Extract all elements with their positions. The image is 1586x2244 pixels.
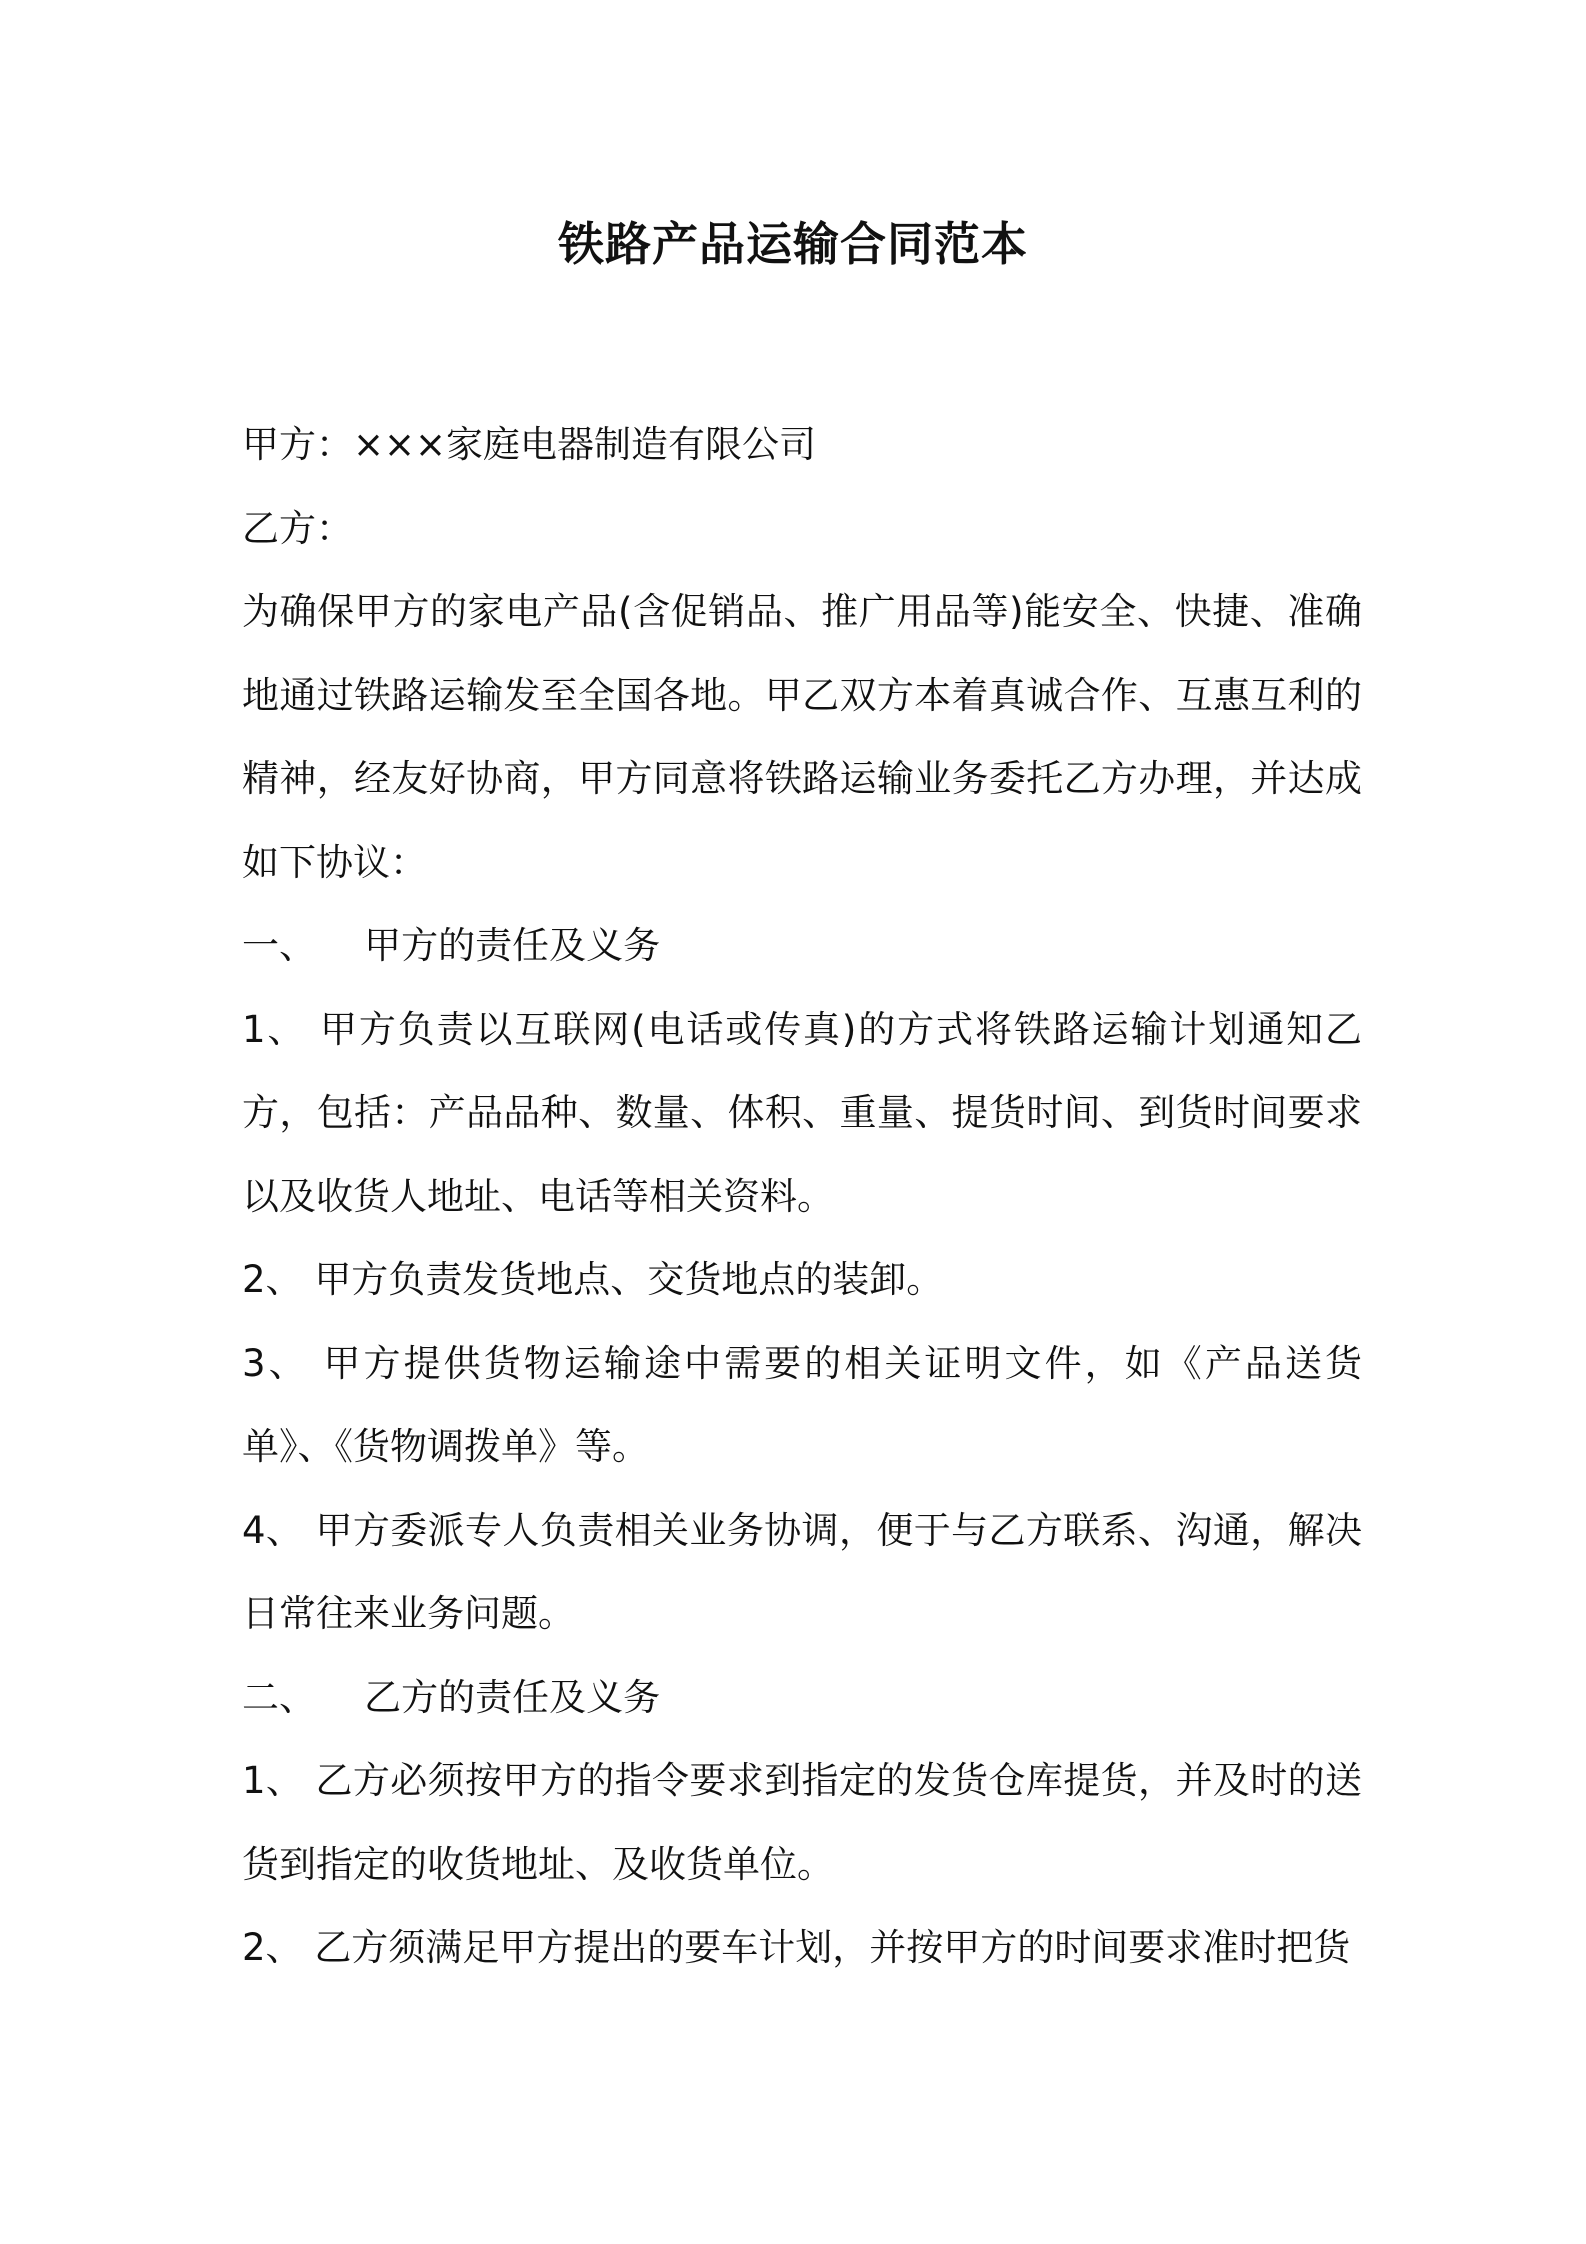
clause-1-2 <box>242 1238 1362 1322</box>
section-heading-1 <box>242 904 1362 988</box>
clause-1-3 <box>242 1322 1362 1489</box>
clause-text: 乙方必须按甲方的指令要求到指定的发货仓库提货，并及时的送货到指定的收货地址、及收货单位。 <box>242 1759 1363 1886</box>
clause-number: 4、 <box>242 1508 304 1552</box>
clause-2-1 <box>242 1739 1362 1906</box>
clause-text: 乙方须满足甲方提出的要车计划，并按甲方的时间要求准时把货 <box>314 1926 1351 1969</box>
clause-number: 1、 <box>242 1007 307 1051</box>
section-title: 乙方的责任及义务 <box>364 1675 661 1719</box>
party-b-line: 乙方： <box>242 506 353 550</box>
section-title: 甲方的责任及义务 <box>364 924 661 967</box>
clause-text: 甲方委派专人负责相关业务协调，便于与乙方联系、沟通，解决日常往来业务问题。 <box>242 1508 1363 1635</box>
clause-text: 甲方提供货物运输途中需要的相关证明文件，如《产品送货单》、《货物调拨单》等。 <box>242 1341 1363 1468</box>
clause-number: 2、 <box>242 1926 303 1969</box>
clause-text: 甲方负责以互联网(电话或传真)的方式将铁路运输计划通知乙方，包括：产品品种、数量、体积、重量、提货时间、到货时间要求以及收货人地址、电话等相关资料。 <box>242 1007 1362 1218</box>
party-a-line: 甲方：×××家庭电器制造有限公司 <box>242 423 817 466</box>
clause-1-1 <box>242 988 1362 1239</box>
section-number: 一、 <box>242 924 316 967</box>
clause-number: 1、 <box>242 1759 304 1802</box>
document-body <box>242 403 1362 1990</box>
preamble-paragraph: 为确保甲方的家电产品(含促销品、推广用品等)能安全、快捷、准确地通过铁路运输发至全国各地。甲乙双方本着真诚合作、互惠互利的精神，经友好协商，甲方同意将铁路运输业务委托乙方办理，并达成如下协议： <box>242 590 1362 884</box>
clause-2-2 <box>242 1906 1362 1990</box>
clause-text: 甲方负责发货地点、交货地点的装卸。 <box>314 1258 944 1301</box>
clause-number: 2、 <box>242 1258 303 1301</box>
section-number: 二、 <box>242 1675 316 1719</box>
section-heading-2 <box>242 1656 1362 1740</box>
clause-1-4 <box>242 1489 1362 1656</box>
document-title: 铁路产品运输合同范本 <box>558 217 1028 271</box>
clause-number: 3、 <box>242 1341 309 1385</box>
